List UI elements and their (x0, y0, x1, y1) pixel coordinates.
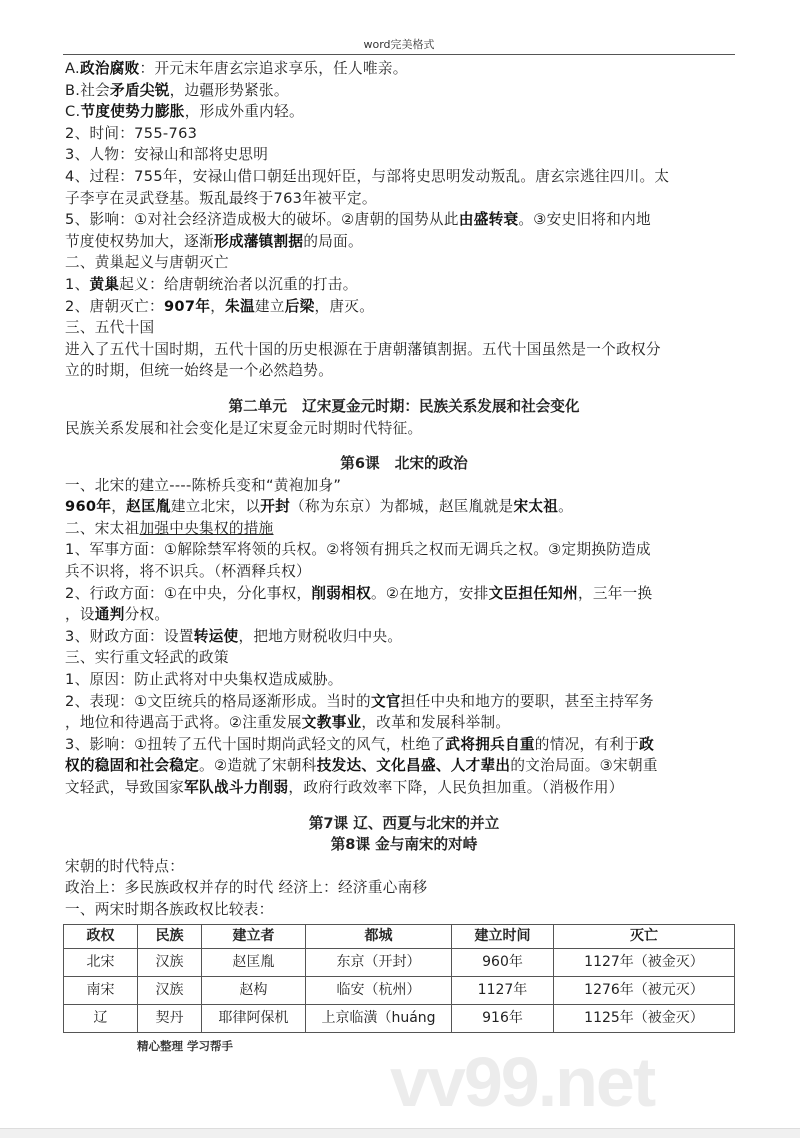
page-footer: 精心整理 学习帮手 (137, 1038, 234, 1053)
text-segment: 的情况，有利于 (534, 735, 640, 753)
text-line (65, 317, 743, 339)
text-line (65, 209, 743, 231)
table-cell: 辽 (64, 1004, 138, 1032)
text-line (65, 877, 743, 899)
text-segment: 担任中央和地方的要职，甚至主持军务 (400, 692, 654, 710)
text-segment: 1、军事方面：①解除禁军将领的兵权。②将领有拥兵之权而无调兵之权。③定期换防造成 (65, 541, 651, 559)
table-cell: 1125年（被金灭） (554, 1004, 735, 1032)
table-row (64, 948, 735, 976)
table-cell: 临安（杭州） (306, 976, 452, 1004)
text-segment: 建立北宋，以 (170, 498, 261, 516)
regime-comparison-table (63, 924, 735, 1033)
text-line (65, 144, 743, 166)
text-line (65, 734, 743, 756)
section-title: 第8课 金与南宋的对峙 (330, 836, 478, 854)
text-segment: ，形成外重内轻。 (184, 103, 304, 121)
text-line (65, 712, 743, 734)
text-segment: 3、影响：①扭转了五代十国时期尚武轻文的风气，杜绝了 (65, 735, 446, 753)
text-segment: 建立 (254, 297, 285, 315)
column-header: 都城 (306, 924, 452, 948)
table-cell: 契丹 (138, 1004, 202, 1032)
document-body (63, 58, 743, 921)
text-segment: 4、过程：755年，安禄山借口朝廷出现奸臣，与部将史思明发动叛乱。唐玄宗逃往四川。太 (65, 167, 670, 185)
text-line (65, 339, 743, 361)
text-line (65, 252, 743, 274)
text-line (65, 755, 743, 777)
column-header: 建立者 (202, 924, 306, 948)
column-header: 灭亡 (554, 924, 735, 948)
text-segment: 节度使权势加大，逐渐 (65, 232, 214, 250)
text-line (65, 475, 743, 497)
table-header-row (64, 924, 735, 948)
column-header: 建立时间 (452, 924, 554, 948)
bold-text: 文官 (370, 692, 401, 710)
text-line (65, 360, 743, 382)
text-line (65, 604, 743, 626)
text-segment: 2、行政方面：①在中央，分化事权， (65, 584, 312, 602)
bold-text: 通判 (94, 606, 125, 624)
text-segment: 二、黄巢起义与唐朝灭亡 (65, 254, 229, 272)
text-segment: 立的时期，但统一始终是一个必然趋势。 (65, 362, 334, 380)
text-line (65, 418, 743, 440)
table-cell: 北宋 (64, 948, 138, 976)
table-cell: 1127年（被金灭） (554, 948, 735, 976)
text-line (65, 296, 743, 318)
text-segment: 一、北宋的建立----陈桥兵变和“黄袍加身” (65, 476, 342, 494)
text-segment: ，地位和待遇高于武将。②注重发展 (65, 714, 302, 732)
text-segment: ， (210, 297, 226, 315)
text-segment: B.社会 (65, 81, 111, 99)
text-line (65, 856, 743, 878)
bold-text: 政 (639, 735, 654, 753)
text-segment: 1、原因：防止武将对中央集权造成威胁。 (65, 671, 343, 689)
bold-text: 由盛转衰 (458, 211, 519, 229)
table-cell: 汉族 (138, 948, 202, 976)
column-header: 政权 (64, 924, 138, 948)
text-line (65, 58, 743, 80)
bold-text: 黄巢 (89, 275, 120, 293)
bold-text: 960年 (65, 498, 112, 516)
text-segment: 3、人物：安禄山和部将史思明 (65, 146, 269, 164)
text-segment: 2、唐朝灭亡： (65, 297, 164, 315)
text-segment: 2、时间：755-763 (65, 124, 198, 142)
text-segment: ，三年一换 (577, 584, 653, 602)
text-segment: 政治上：多民族政权并存的时代 经济上：经济重心南移 (65, 879, 428, 897)
bold-text: 节度使势力膨胀 (80, 103, 185, 121)
table-cell: 1276年（被元灭） (554, 976, 735, 1004)
text-line (65, 123, 743, 145)
bold-text: 文教事业 (301, 714, 362, 732)
bold-text: 政治腐败 (79, 60, 140, 77)
bold-text: 武将拥兵自重 (445, 735, 535, 753)
text-line (65, 231, 743, 253)
text-segment: 5、影响：①对社会经济造成极大的破坏。②唐朝的国势从此 (65, 211, 459, 229)
column-header: 民族 (138, 924, 202, 948)
text-line (65, 496, 743, 518)
text-segment: 。②在地方，安排 (370, 584, 489, 602)
table-cell: 916年 (452, 1004, 554, 1032)
text-segment: 宋朝的时代特点： (65, 857, 185, 875)
text-line (65, 274, 743, 296)
section-title: 第二单元 辽宋夏金元时期：民族关系发展和社会变化 (228, 397, 580, 415)
section-title: 第7课 辽、西夏与北宋的并立 (308, 814, 500, 832)
bold-text: 开封 (260, 498, 291, 516)
text-segment: 二、宋太祖 (65, 519, 140, 537)
text-segment: ，政府行政效率下降，人民负担加重。（消极作用） (288, 779, 624, 796)
table-cell: 960年 (452, 948, 554, 976)
bold-text: 军队战斗力削弱 (184, 779, 289, 796)
text-line (65, 647, 743, 669)
text-line (65, 691, 743, 713)
bold-text: 后梁 (284, 297, 315, 315)
text-segment: 3、财政方面：设置 (65, 627, 194, 645)
page-header: word完美格式 (63, 38, 735, 55)
text-segment: 1、 (65, 275, 90, 293)
bold-text: 削弱相权 (311, 584, 371, 602)
table-cell: 南宋 (64, 976, 138, 1004)
text-segment: 文轻武，导致国家 (65, 779, 185, 796)
text-segment: ，把地方财税收归中央。 (238, 627, 403, 645)
text-segment: 一、两宋时期各族政权比较表： (65, 900, 274, 918)
bold-text: 矛盾尖锐 (110, 81, 170, 99)
text-segment: C. (65, 103, 81, 121)
text-segment: 进入了五代十国时期，五代十国的历史根源在于唐朝藩镇割据。五代十国虽然是一个政权分 (65, 340, 661, 358)
section-title: 第6课 北宋的政治 (340, 455, 468, 473)
bold-text: 技发达、文化昌盛、人才辈出 (316, 757, 511, 775)
text-line (65, 518, 743, 540)
text-line (65, 561, 743, 583)
text-segment: 兵不识将，将不识兵。（杯酒释兵权） (65, 563, 311, 581)
text-segment: （称为东京）为都城，赵匡胤就是 (290, 498, 514, 516)
bold-text: 转运使 (193, 627, 239, 645)
text-segment: 三、五代十国 (65, 319, 155, 337)
text-segment: 2、表现：①文臣统兵的格局逐渐形成。当时的 (65, 692, 371, 710)
text-line (65, 166, 743, 188)
text-segment: 。②造就了宋朝科 (199, 757, 317, 775)
text-line (65, 80, 743, 102)
text-line (65, 539, 743, 561)
table-cell: 汉族 (138, 976, 202, 1004)
table-row (64, 1004, 735, 1032)
text-segment: 子李亨在灵武登基。叛乱最终于763年被平定。 (65, 189, 377, 207)
text-segment: 。③安史旧将和内地 (518, 211, 651, 229)
table-cell: 耶律阿保机 (202, 1004, 306, 1032)
page-flow (63, 58, 743, 1053)
table-cell: 赵匡胤 (202, 948, 306, 976)
text-segment: 。 (558, 498, 574, 516)
table-cell: 东京（开封） (306, 948, 452, 976)
text-segment: 起义：给唐朝统治者以沉重的打击。 (119, 275, 358, 293)
text-segment: ，唐灭。 (314, 297, 375, 315)
bold-text: 宋太祖 (513, 498, 559, 516)
text-segment: 分权。 (124, 606, 170, 624)
text-segment: ：开元末年唐玄宗追求享乐，任人唯亲。 (139, 60, 408, 77)
table-cell: 上京临潢（huáng (306, 1004, 452, 1032)
text-line (65, 777, 743, 799)
text-line (65, 101, 743, 123)
bold-text: 形成藩镇割据 (213, 232, 304, 250)
text-line (65, 583, 743, 605)
text-segment: ，改革和发展科举制。 (361, 714, 511, 732)
underlined-text: 加强中央集权的措施 (139, 519, 274, 537)
text-line (65, 626, 743, 648)
text-segment: 民族关系发展和社会变化是辽宋夏金元时期时代特征。 (65, 419, 423, 437)
bold-text: 朱温 (225, 297, 255, 315)
table-row (64, 976, 735, 1004)
text-segment: 的局面。 (303, 232, 363, 250)
bold-text: 文臣担任知州 (488, 584, 578, 602)
bold-text: 赵匡胤 (126, 498, 171, 516)
bold-text: 权的稳固和社会稳定 (65, 757, 200, 775)
text-segment: ，设 (65, 606, 95, 624)
text-segment: ，边疆形势紧张。 (169, 81, 289, 99)
text-line (65, 669, 743, 691)
text-segment: ， (111, 498, 127, 516)
text-line (65, 899, 743, 921)
text-segment: 三、实行重文轻武的政策 (65, 649, 229, 667)
table-cell: 赵构 (202, 976, 306, 1004)
watermark: vv99.net (390, 1043, 655, 1121)
bold-text: 907年 (163, 297, 211, 315)
table-cell: 1127年 (452, 976, 554, 1004)
text-segment: A. (65, 60, 80, 77)
text-line (65, 188, 743, 210)
text-segment: 的文治局面。③宋朝重 (510, 757, 658, 775)
